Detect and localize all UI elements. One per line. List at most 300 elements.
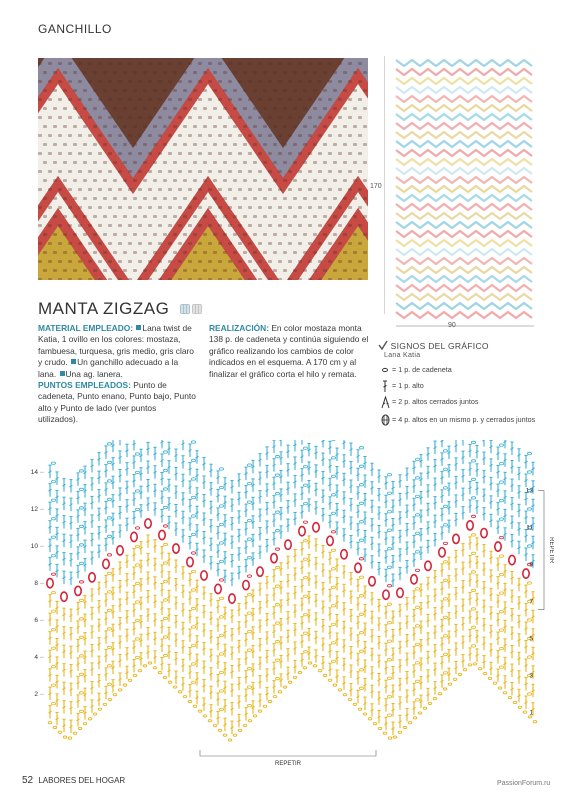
chain-stitch — [499, 610, 503, 612]
chain-stitch — [168, 681, 172, 683]
schematic-stripe — [396, 240, 532, 246]
puff-stitch — [243, 580, 249, 589]
chain-stitch — [68, 737, 72, 739]
chain-stitch — [107, 480, 111, 482]
chain-stitch — [135, 527, 139, 529]
stitches-block — [38, 380, 198, 426]
chain-stitch — [388, 737, 392, 739]
chain-stitch — [107, 443, 111, 445]
chain-stitch — [107, 535, 111, 537]
chain-stitch — [527, 508, 531, 510]
chain-stitch — [278, 691, 282, 693]
chain-stitch — [219, 671, 223, 673]
site-watermark: PassionForum.ru — [497, 780, 551, 787]
chain-stitch — [188, 700, 192, 702]
chain-stitch — [163, 525, 167, 527]
chain-stitch — [415, 680, 419, 682]
chain-stitch — [403, 726, 407, 728]
chain-stitch — [303, 667, 307, 669]
chain-stitch — [443, 688, 447, 690]
chain-stitch — [275, 603, 279, 605]
chain-stitch — [233, 734, 237, 736]
chain-stitch — [63, 736, 67, 738]
chain-stitch — [318, 670, 322, 672]
chain-stitch — [468, 664, 472, 666]
row-number-right: 5 — [529, 635, 533, 643]
foundation-chain — [48, 662, 537, 741]
schematic-stripe — [396, 186, 532, 192]
chain-stitch — [248, 720, 252, 722]
chain-stitch — [218, 729, 222, 731]
chain-stitch — [135, 619, 139, 621]
chain-stitch — [448, 683, 452, 685]
chain-stitch — [163, 599, 167, 601]
puff-stitch — [383, 590, 389, 599]
chain-stitch — [51, 665, 55, 667]
chain-stitch — [79, 544, 83, 546]
chain-stitch — [303, 595, 307, 597]
chain-stitch — [303, 502, 307, 504]
puff-stitch — [425, 561, 431, 570]
chain-stitch — [258, 710, 262, 712]
chain-stitch — [73, 732, 77, 734]
chain-stitch — [408, 722, 412, 724]
chain-stitch — [508, 697, 512, 699]
chain-stitch — [135, 564, 139, 566]
chain-stitch — [79, 562, 83, 564]
chain-stitch — [527, 693, 531, 695]
row-number-left: 2 — [34, 691, 38, 699]
chain-stitch — [443, 505, 447, 507]
chain-stitch — [443, 542, 447, 544]
chain-stitch — [107, 646, 111, 648]
chain-stitch — [275, 640, 279, 642]
puff-stitch — [481, 528, 487, 537]
chain-stitch — [523, 711, 527, 713]
bullet-square — [71, 359, 76, 364]
legend-item — [378, 379, 558, 395]
row-number-right: 11 — [526, 524, 533, 532]
chain-stitch — [191, 459, 195, 461]
schematic-stripe — [396, 78, 532, 84]
chain-stitch — [415, 699, 419, 701]
chain-stitch — [387, 529, 391, 531]
chain-stitch — [191, 533, 195, 535]
puff-stitch — [313, 523, 319, 532]
material-text-3: Una ag. lanera. — [65, 368, 123, 379]
chain-stitch — [478, 668, 482, 670]
chain-stitch — [275, 677, 279, 679]
chain-stitch — [428, 702, 432, 704]
legend-item — [378, 363, 558, 379]
row-number-left: 8 — [34, 580, 38, 588]
chain-stitch — [358, 708, 362, 710]
chain-stitch — [219, 653, 223, 655]
chain-stitch — [118, 689, 122, 691]
chain-stitch — [107, 461, 111, 463]
chain-stitch — [247, 667, 251, 669]
chain-stitch — [79, 618, 83, 620]
chain-stitch — [219, 560, 223, 562]
chain-stitch — [387, 677, 391, 679]
schematic-stripe — [396, 123, 532, 129]
chain-stitch — [191, 570, 195, 572]
chain-stitch — [343, 694, 347, 696]
chain-stitch — [331, 605, 335, 607]
chain-stitch — [499, 555, 503, 557]
chain-stitch — [387, 603, 391, 605]
schematic-stripe — [396, 150, 532, 156]
page-title — [38, 299, 203, 320]
chain-stitch — [203, 715, 207, 717]
chain-stitch — [471, 571, 475, 573]
chain-stitch — [51, 554, 55, 556]
chain-stitch — [398, 731, 402, 733]
chain-stitch — [51, 573, 55, 575]
chain-stitch — [138, 670, 142, 672]
page-footer — [22, 775, 125, 786]
chain-stitch — [483, 672, 487, 674]
chain-stitch — [163, 451, 167, 453]
chain-stitch — [415, 532, 419, 534]
schematic-stripe — [396, 312, 532, 318]
chain-stitch — [193, 705, 197, 707]
chain-stitch — [219, 523, 223, 525]
chain-stitch — [303, 650, 307, 652]
instructions-column — [209, 323, 369, 380]
chain-stitch — [247, 519, 251, 521]
chain-stitch — [387, 511, 391, 513]
legend-text: = 2 p. altos cerrados juntos — [392, 397, 479, 406]
row-number-right: 13 — [525, 487, 533, 495]
blanket-photo — [38, 58, 368, 280]
chain-stitch — [79, 470, 83, 472]
chain-stitch — [527, 471, 531, 473]
chain-stitch — [323, 674, 327, 676]
chain-stitch — [135, 638, 139, 640]
chain-stitch — [359, 632, 363, 634]
chain-stitch — [303, 521, 307, 523]
chain-stitch — [247, 501, 251, 503]
legend-title-text: SIGNOS DEL GRÁFICO — [390, 341, 489, 351]
chain-stitch — [331, 623, 335, 625]
chain-stitch — [275, 492, 279, 494]
puff-stitch — [47, 579, 53, 588]
chain-stitch — [223, 734, 227, 736]
chain-stitch — [518, 706, 522, 708]
chain-stitch — [178, 691, 182, 693]
chain-stitch — [503, 692, 507, 694]
chain-stitch — [247, 575, 251, 577]
schematic-stripe — [396, 114, 532, 120]
chain-stitch — [303, 558, 307, 560]
chain-stitch — [275, 455, 279, 457]
chain-stitch — [107, 609, 111, 611]
yarn-skeins-icon — [179, 300, 203, 320]
chain-stitch — [415, 551, 419, 553]
chain-stitch — [191, 478, 195, 480]
chain-stitch — [83, 723, 87, 725]
chain-stitch — [473, 663, 477, 665]
chain-stitch — [471, 497, 475, 499]
chain-stitch — [219, 690, 223, 692]
chain-stitch — [527, 582, 531, 584]
chain-stitch — [163, 469, 167, 471]
chain-stitch — [353, 703, 357, 705]
chain-stitch — [443, 616, 447, 618]
puff-stitch — [509, 555, 515, 564]
chart-row — [48, 571, 534, 661]
chain-stitch — [471, 534, 475, 536]
row-number-left: 6 — [34, 617, 38, 625]
chain-stitch — [219, 486, 223, 488]
chain-stitch — [219, 597, 223, 599]
chain-stitch — [493, 682, 497, 684]
puff-stitch — [61, 592, 67, 601]
row-number-left: 14 — [30, 469, 38, 477]
chain-stitch — [51, 480, 55, 482]
legend-text: = 1 p. de cadeneta — [392, 365, 452, 374]
chain-stitch — [51, 610, 55, 612]
schematic-stripe — [396, 141, 532, 147]
schematic-height-label: 170 — [370, 183, 382, 190]
chain-stitch — [58, 731, 62, 733]
chain-stitch — [107, 517, 111, 519]
chain-stitch — [359, 650, 363, 652]
chain-stitch — [303, 539, 307, 541]
chain-stitch — [247, 482, 251, 484]
chain-stitch — [533, 721, 537, 723]
chain-stitch — [135, 582, 139, 584]
chain-stitch — [415, 588, 419, 590]
chain-stitch — [331, 549, 335, 551]
chain-stitch — [163, 580, 167, 582]
chain-stitch — [247, 612, 251, 614]
chain-stitch — [107, 498, 111, 500]
materials-column — [38, 323, 198, 426]
chain-stitch — [359, 484, 363, 486]
chain-stitch — [183, 696, 187, 698]
chain-stitch — [93, 713, 97, 715]
chain-stitch — [51, 462, 55, 464]
chain-stitch — [191, 681, 195, 683]
puff-stitch — [103, 559, 109, 568]
chain-stitch — [275, 511, 279, 513]
stitch-legend — [378, 340, 558, 437]
chain-stitch — [88, 718, 92, 720]
chain-stitch — [79, 599, 83, 601]
chain-stitch — [219, 708, 223, 710]
chain-stitch — [163, 636, 167, 638]
chain-stitch — [387, 474, 391, 476]
chain-stitch — [415, 643, 419, 645]
chain-stitch — [443, 598, 447, 600]
chain-stitch — [499, 462, 503, 464]
chain-stitch — [275, 529, 279, 531]
chain-stitch — [331, 475, 335, 477]
chain-stitch — [359, 447, 363, 449]
chain-stitch — [418, 712, 422, 714]
chain-stitch — [463, 669, 467, 671]
repeat-label-side: REPETIR — [548, 537, 554, 564]
chain-stitch — [143, 665, 147, 667]
chain-stitch — [499, 499, 503, 501]
chain-stitch — [219, 616, 223, 618]
chain-stitch — [275, 585, 279, 587]
chain-stitch — [443, 635, 447, 637]
instructions-label: REALIZACIÓN: — [209, 323, 270, 333]
puff-stitch — [131, 532, 137, 541]
stitches-text: Punto de cadeneta, Punto enano, Punto bajo, Punto alto y Punto de lado (ver puntos utilizados). — [38, 380, 196, 425]
chain-stitch — [308, 662, 312, 664]
puff-stitch — [257, 567, 263, 576]
schematic-stripe — [396, 222, 532, 228]
chain-stitch — [247, 686, 251, 688]
schematic-stripe — [396, 258, 532, 264]
chain-stitch — [471, 478, 475, 480]
schematic-stripe — [396, 168, 532, 174]
puff-stitch — [467, 521, 473, 530]
chain-stitch — [387, 640, 391, 642]
chain-stitch — [51, 499, 55, 501]
chain-stitch — [415, 662, 419, 664]
chain-stitch — [53, 726, 57, 728]
chain-stitch — [338, 689, 342, 691]
chain-stitch — [359, 595, 363, 597]
puff-stitch — [327, 536, 333, 545]
chain-stitch — [359, 558, 363, 560]
chain-stitch — [471, 441, 475, 443]
chain-stitch — [263, 705, 267, 707]
chain-stitch — [191, 644, 195, 646]
chain-stitch — [191, 663, 195, 665]
schematic-stripe — [396, 303, 532, 309]
chain-stitch — [247, 704, 251, 706]
chain-stitch — [471, 626, 475, 628]
chain-stitch — [415, 625, 419, 627]
chain-stitch — [191, 552, 195, 554]
chain-stitch — [51, 684, 55, 686]
schematic-stripe — [396, 69, 532, 75]
chain-stitch — [303, 465, 307, 467]
chain-stitch — [303, 484, 307, 486]
chain-stitch — [135, 656, 139, 658]
chain-stitch — [415, 458, 419, 460]
chain-stitch — [163, 506, 167, 508]
chain-stitch — [198, 710, 202, 712]
chain-stitch — [123, 684, 127, 686]
chain-stitch — [247, 649, 251, 651]
chain-stitch — [331, 512, 335, 514]
chain-stitch — [247, 630, 251, 632]
chain-stitch — [48, 722, 52, 724]
chain-stitch — [107, 665, 111, 667]
puff-stitch — [145, 519, 151, 528]
chain-stitch — [359, 613, 363, 615]
chain-stitch — [387, 696, 391, 698]
chain-stitch — [458, 673, 462, 675]
chain-stitch — [433, 697, 437, 699]
chain-stitch — [499, 573, 503, 575]
chain-stitch — [499, 666, 503, 668]
row-number-left: 4 — [34, 654, 38, 662]
chain-stitch — [498, 687, 502, 689]
chart-row — [48, 440, 534, 495]
chain-stitch — [415, 514, 419, 516]
chain-stitch — [219, 579, 223, 581]
chain-stitch — [107, 591, 111, 593]
chart-row — [48, 608, 534, 698]
chain-stitch — [443, 672, 447, 674]
chain-stitch — [471, 589, 475, 591]
puff-stitch — [369, 577, 375, 586]
chain-stitch — [303, 576, 307, 578]
puff-stitch — [341, 550, 347, 559]
chain-stitch — [348, 698, 352, 700]
row-number-left: 12 — [30, 506, 38, 514]
chart-row — [48, 497, 534, 587]
chart-row — [48, 552, 534, 642]
chain-stitch — [51, 702, 55, 704]
row-number-right: 9 — [529, 561, 533, 569]
chain-stitch — [331, 494, 335, 496]
chain-stitch — [387, 622, 391, 624]
puff-stitch — [187, 557, 193, 566]
chain-stitch — [108, 698, 112, 700]
chain-stitch — [471, 552, 475, 554]
chain-stitch — [303, 447, 307, 449]
chain-stitch — [415, 477, 419, 479]
chain-stitch — [471, 515, 475, 517]
chain-stitch — [51, 591, 55, 593]
chain-stitch — [275, 548, 279, 550]
chain-stitch — [247, 593, 251, 595]
chain-stitch — [219, 634, 223, 636]
chain-stitch — [158, 671, 162, 673]
schematic-stripe — [396, 195, 532, 201]
chain-stitch — [191, 496, 195, 498]
chain-stitch — [79, 655, 83, 657]
chain-stitch — [443, 579, 447, 581]
chain-stitch — [219, 542, 223, 544]
chain-stitch — [359, 687, 363, 689]
chain-stitch — [527, 545, 531, 547]
chain-stitch — [363, 713, 367, 715]
chain-stitch — [443, 450, 447, 452]
chain-stitch — [275, 474, 279, 476]
chain-stitch — [499, 481, 503, 483]
chain-stitch — [443, 653, 447, 655]
chain-stitch — [303, 632, 307, 634]
chart-row — [48, 441, 534, 531]
puff-stitch — [397, 588, 403, 597]
chain-stitch — [387, 585, 391, 587]
chain-stitch — [103, 703, 107, 705]
chain-stitch — [275, 622, 279, 624]
chain-stitch — [387, 566, 391, 568]
chain-stitch — [135, 490, 139, 492]
chain-stitch — [238, 729, 242, 731]
chain-stitch — [135, 545, 139, 547]
chain-stitch — [163, 676, 167, 678]
chain-stitch — [163, 543, 167, 545]
schematic-stripe — [396, 87, 532, 93]
puff-stitch — [201, 571, 207, 580]
chain-stitch — [51, 647, 55, 649]
chain-stitch — [79, 507, 83, 509]
chain-stitch — [415, 569, 419, 571]
puff-stitch — [271, 554, 277, 563]
